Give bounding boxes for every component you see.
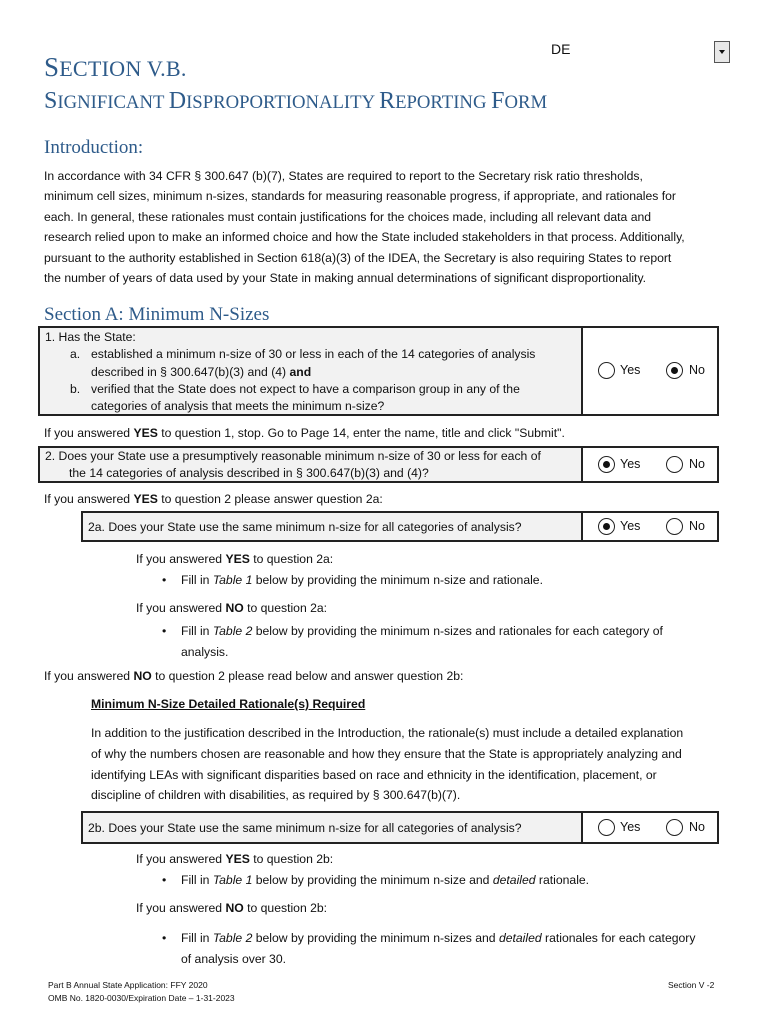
- question-2a-row: [81, 511, 719, 542]
- question-2-row: [38, 446, 719, 483]
- note-q2a-no: If you answered NO to question 2a:: [136, 601, 328, 615]
- note-q2a-yes: If you answered YES to question 2a:: [136, 552, 334, 566]
- question-2-line1: 2. Does your State use a presumptively reasonable minimum n-size of 30 or less for each of: [45, 449, 541, 463]
- question-2a-cell: [83, 513, 583, 540]
- q2-no-label: No: [689, 457, 705, 471]
- form-title: SIGNIFICANT DISPROPORTIONALITY REPORTING FORM: [44, 88, 548, 114]
- q2b-no-label: No: [689, 820, 705, 834]
- q2a-yes-label: Yes: [620, 519, 641, 533]
- question-1-row: [38, 326, 719, 416]
- bullet-q2a-no: • Fill in Table 2 below by providing the minimum n-sizes and rationales for each category of analysis.: [181, 621, 721, 662]
- q2-yes-label: Yes: [620, 457, 641, 471]
- bullet-q2b-no: • Fill in Table 2 below by providing the minimum n-sizes and detailed rationales for each category of analysis over 30.: [181, 928, 726, 969]
- question-2b-cell: [83, 813, 583, 842]
- question-1b-text: verified that the State does not expect to have a comparison group in any of the categories of analysis that meets the minimum n-size?: [91, 381, 520, 414]
- question-1a-text: established a minimum n-size of 30 or less in each of the 14 categories of analysis described in § 300.647(b)(3) and (4) and: [91, 347, 536, 379]
- section-title: SECTION V.B.: [44, 52, 187, 82]
- question-1-lead: 1. Has the State:: [45, 330, 136, 344]
- question-2b-text: 2b. Does your State use the same minimum n-size for all categories of analysis?: [88, 821, 522, 835]
- q1-no-radio[interactable]: [666, 362, 683, 379]
- q1-yes-radio[interactable]: [598, 362, 615, 379]
- q2b-yes-label: Yes: [620, 820, 641, 834]
- state-value: DE: [551, 41, 571, 57]
- bullet-q2a-yes: • Fill in Table 1 below by providing the minimum n-size and rationale.: [181, 572, 543, 589]
- rationale-paragraph: In addition to the justification described in the Introduction, the rationale(s) must include a detailed explanation of why the numbers chosen are reasonable and how they ensure that the State is appropriately analyzing and identifying LEAs with significant disparities based on race and ethnicity in the identification, placement, or discipline of children with disabilities, as required by § 300.647(b)(7).: [91, 726, 684, 803]
- note-q2-yes: If you answered YES to question 2 please answer question 2a:: [44, 492, 383, 506]
- rationale-heading: Minimum N-Size Detailed Rationale(s) Required: [91, 697, 366, 711]
- q2b-no-radio[interactable]: [666, 819, 683, 836]
- note-q2b-no: If you answered NO to question 2b:: [136, 901, 328, 915]
- intro-paragraph: In accordance with 34 CFR § 300.647 (b)(7), States are required to report to the Secretary risk ratio thresholds, minimum cell sizes, minimum n-sizes, standards for measuring reasonable progress, if appropriate, and rationales for each. In general, these rationales must contain justifications for the choices made, including all relevant data and research relied upon to make an informed choice and how the State included stakeholders in that process. Additionally, pursuant to the authority established in Section 618(a)(3) of the IDEA, the Secretary is also requiring States to report the number of years of data used by your State in making annual determinations of significant disproportionality.: [44, 169, 685, 286]
- footer-page-number: Section V -2: [668, 980, 715, 990]
- intro-heading: Introduction:: [44, 137, 144, 158]
- question-2-line2: the 14 categories of analysis described in § 300.647(b)(3) and (4)?: [69, 466, 429, 481]
- question-2b-row: [81, 811, 719, 844]
- q2-yes-radio[interactable]: [598, 456, 615, 473]
- question-2-cell: [40, 448, 583, 481]
- question-2a-text: 2a. Does your State use the same minimum n-size for all categories of analysis?: [88, 520, 522, 534]
- bullet-q2b-yes: • Fill in Table 1 below by providing the minimum n-size and detailed rationale.: [181, 872, 589, 889]
- q2a-no-radio[interactable]: [666, 518, 683, 535]
- chevron-down-icon: [719, 50, 725, 54]
- note-q2b-yes: If you answered YES to question 2b:: [136, 852, 334, 866]
- footer-application: Part B Annual State Application: FFY 2020: [48, 980, 208, 990]
- q2b-yes-radio[interactable]: [598, 819, 615, 836]
- section-a-heading: Section A: Minimum N-Sizes: [44, 304, 270, 325]
- note-q2-no: If you answered NO to question 2 please read below and answer question 2b:: [44, 669, 464, 683]
- q1-yes-label: Yes: [620, 363, 641, 377]
- note-q1-yes: If you answered YES to question 1, stop. Go to Page 14, enter the name, title and click "Submit".: [44, 426, 565, 440]
- state-select[interactable]: [548, 41, 730, 63]
- question-1-cell: 1. Has the State: a. established a minimum n-size of 30 or less in each of the 14 categories of analysis described in § 300.647(b)(3) and (4) and b. verified that the State does not expect to have a comparison group in any of the categories of analysis that meets the minimum n-size?: [40, 328, 583, 414]
- q2a-no-label: No: [689, 519, 705, 533]
- q1-no-label: No: [689, 363, 705, 377]
- q2-no-radio[interactable]: [666, 456, 683, 473]
- q2a-yes-radio[interactable]: [598, 518, 615, 535]
- dropdown-button[interactable]: [714, 41, 730, 63]
- footer-omb: OMB No. 1820-0030/Expiration Date – 1-31-2023: [48, 993, 235, 1003]
